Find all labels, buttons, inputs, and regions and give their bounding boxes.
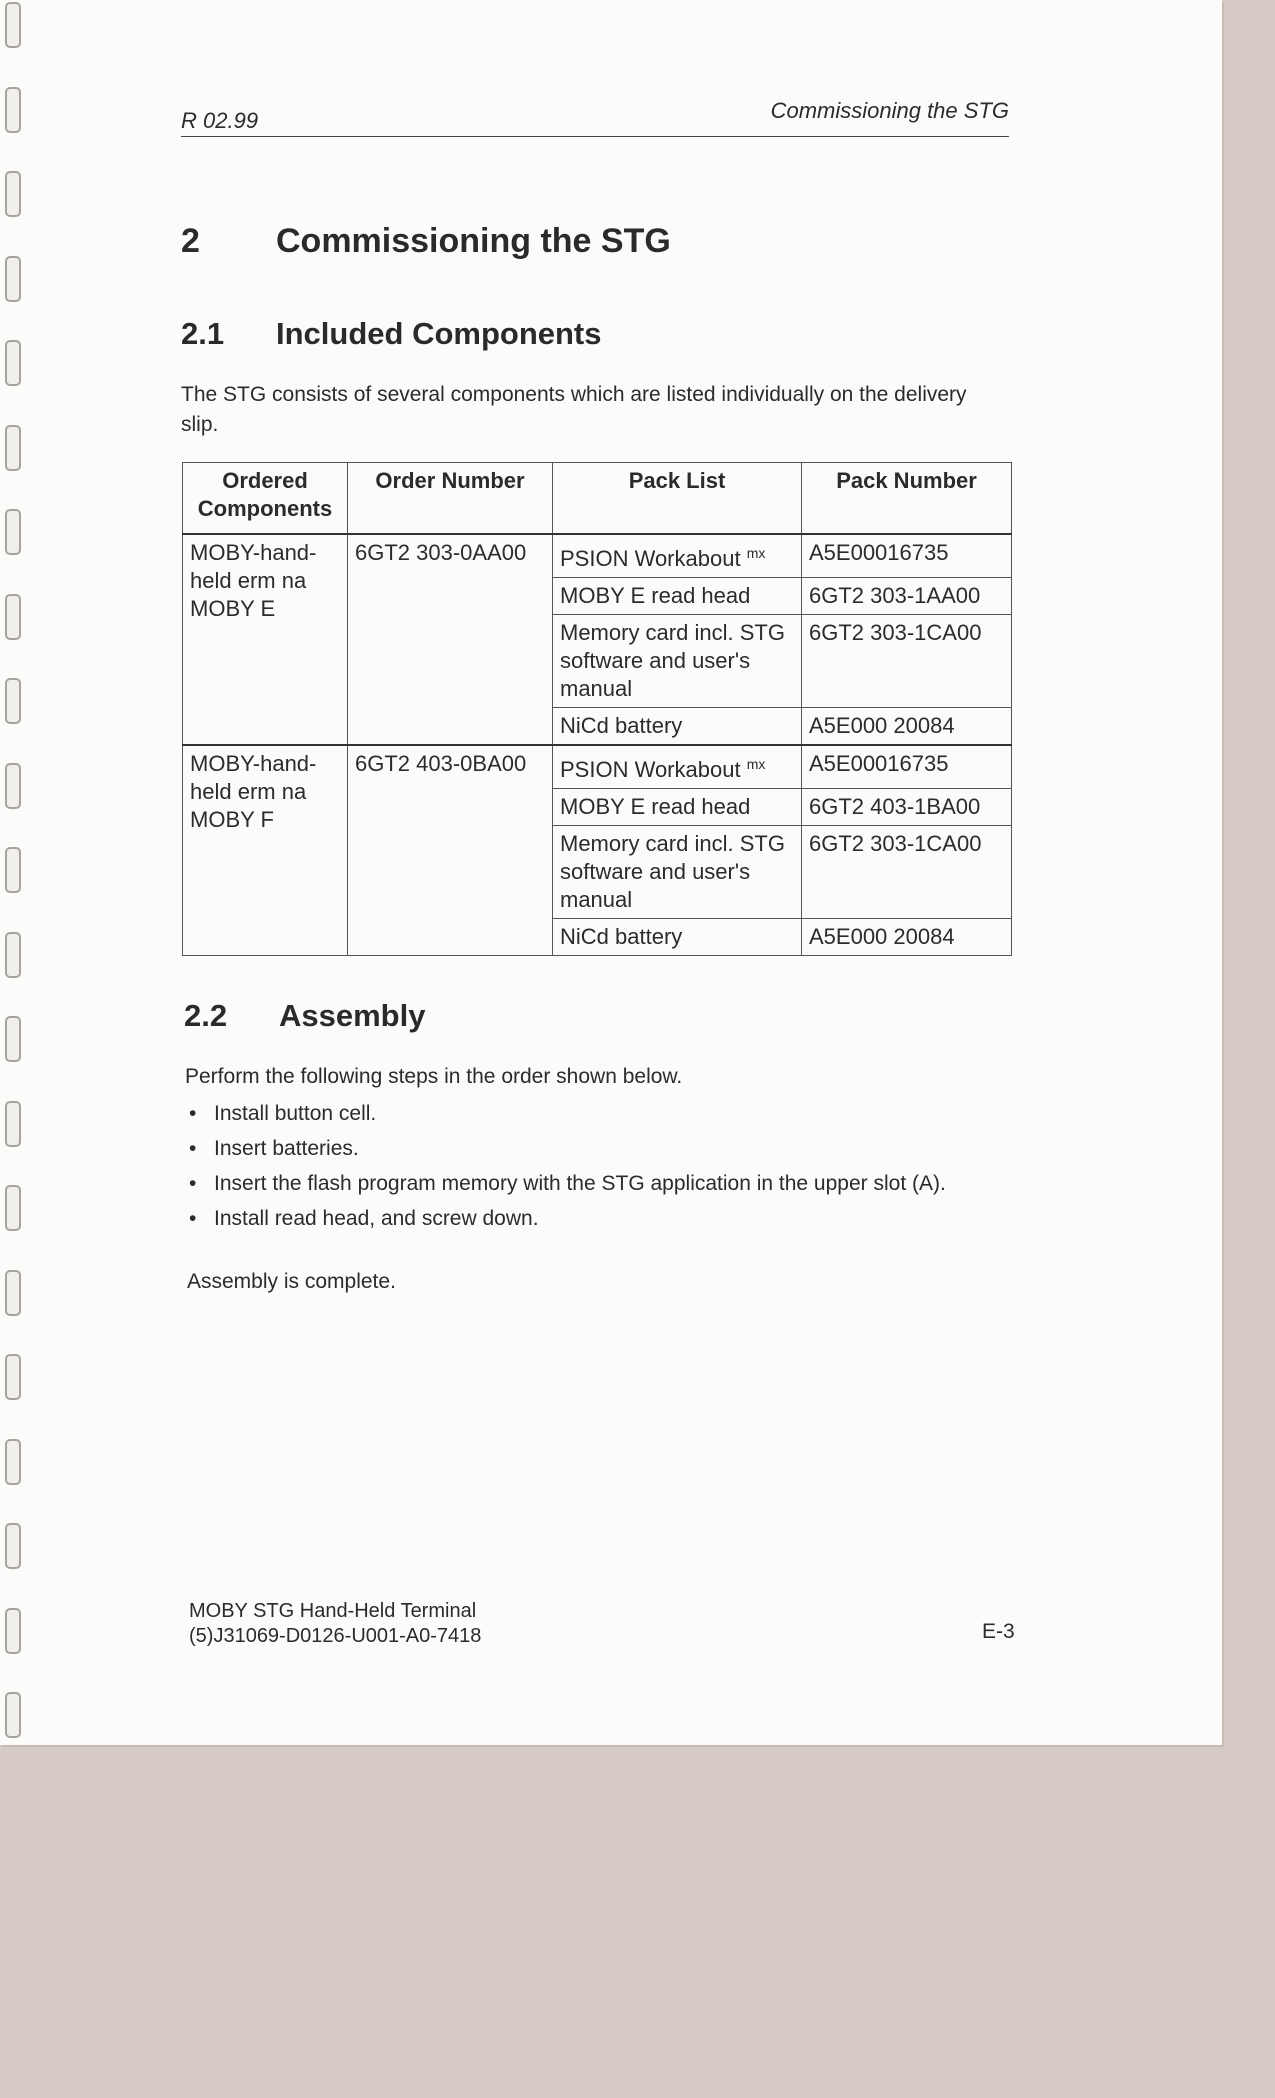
spiral-ring [5, 1354, 21, 1400]
spiral-ring [5, 1439, 21, 1485]
section-title: Assembly [279, 998, 426, 1033]
pack-item-label: PSION Workabout [560, 546, 741, 571]
section-heading-assembly [184, 998, 425, 1034]
revision-label: R 02.99 [181, 108, 259, 133]
spiral-ring [5, 932, 21, 978]
header-order-number: Order Number [348, 463, 553, 535]
pack-item-superscript: mx [746, 545, 766, 561]
cell-ordered-component: MOBY-hand-held erm na MOBY F [183, 745, 348, 956]
pack-item-label: PSION Workabout [560, 757, 741, 782]
spiral-ring [5, 2, 21, 48]
assembly-conclusion: Assembly is complete. [187, 1270, 396, 1293]
spiral-ring [5, 1185, 21, 1231]
list-item: • Insert batteries. [187, 1134, 977, 1163]
spiral-ring [5, 87, 21, 133]
spiral-ring [5, 1101, 21, 1147]
running-header [181, 88, 1009, 137]
footer-doc-id: (5)J31069-D0126-U001-A0-7418 [189, 1625, 482, 1647]
list-item: • Install button cell. [187, 1099, 977, 1128]
spiral-ring [5, 594, 21, 640]
chapter-heading [181, 222, 671, 261]
cell-pack-number: 6GT2 303-1CA00 [802, 615, 1012, 708]
spiral-binding [3, 0, 25, 1745]
cell-pack-number: A5E00016735 [802, 745, 1012, 789]
cell-pack-number: 6GT2 303-1AA00 [802, 578, 1012, 615]
spiral-ring [5, 1692, 21, 1738]
cell-pack-number: A5E000 20084 [802, 708, 1012, 746]
spiral-ring [5, 340, 21, 386]
components-table [182, 462, 1012, 956]
spiral-ring [5, 678, 21, 724]
cell-pack-list [553, 615, 802, 708]
pack-item-label: MOBY E read head [560, 583, 751, 608]
spiral-ring [5, 171, 21, 217]
cell-pack-list [553, 919, 802, 956]
pack-item-label: NiCd battery [560, 924, 683, 949]
cell-order-number: 6GT2 303-0AA00 [348, 534, 553, 745]
table-row [183, 745, 1012, 789]
chapter-title: Commissioning the STG [276, 222, 671, 260]
cell-pack-list [553, 708, 802, 746]
cell-pack-list [553, 578, 802, 615]
list-item: • Install read head, and screw down. [187, 1204, 977, 1233]
list-item: • Insert the flash program memory with the STG application in the upper slot (A). [187, 1169, 977, 1198]
spiral-ring [5, 509, 21, 555]
pack-item-label: Memory card incl. STG software and user's manual [560, 831, 785, 912]
header-pack-number: Pack Number [802, 463, 1012, 535]
cell-pack-list [553, 534, 802, 578]
assembly-steps-list [187, 1099, 977, 1239]
table-header-row [183, 463, 1012, 535]
cell-pack-number: A5E00016735 [802, 534, 1012, 578]
cell-pack-number: 6GT2 303-1CA00 [802, 826, 1012, 919]
cell-pack-number: A5E000 20084 [802, 919, 1012, 956]
spiral-ring [5, 256, 21, 302]
chapter-number: 2 [181, 222, 200, 260]
spiral-ring [5, 425, 21, 471]
spiral-ring [5, 1523, 21, 1569]
pack-item-label: Memory card incl. STG software and user's manual [560, 620, 785, 701]
section-title: Included Components [276, 316, 602, 351]
header-ordered-components: Ordered Components [183, 463, 348, 535]
spiral-ring [5, 1016, 21, 1062]
table-body [183, 534, 1012, 956]
table-row [183, 534, 1012, 578]
cell-pack-list [553, 826, 802, 919]
cell-pack-list [553, 745, 802, 789]
spiral-ring [5, 1270, 21, 1316]
section-number: 2.2 [184, 998, 228, 1033]
footer-product: MOBY STG Hand-Held Terminal [189, 1600, 477, 1622]
pack-item-label: MOBY E read head [560, 794, 751, 819]
footer-left [189, 1599, 481, 1649]
spiral-ring [5, 763, 21, 809]
assembly-intro: Perform the following steps in the order shown below. [185, 1065, 683, 1088]
included-components-intro: The STG consists of several components which are listed individually on the delivery slip. [181, 383, 967, 436]
header-pack-list: Pack List [553, 463, 802, 535]
pack-item-label: NiCd battery [560, 713, 683, 738]
cell-ordered-component: MOBY-hand-held erm na MOBY E [183, 534, 348, 745]
spiral-ring [5, 847, 21, 893]
spiral-ring [5, 1608, 21, 1654]
running-title: Commissioning the STG [770, 98, 1009, 123]
pack-item-superscript: mx [746, 756, 766, 772]
cell-pack-list [553, 789, 802, 826]
section-number: 2.1 [181, 316, 225, 351]
cell-pack-number: 6GT2 403-1BA00 [802, 789, 1012, 826]
cell-order-number: 6GT2 403-0BA00 [348, 745, 553, 956]
page-number: E-3 [982, 1620, 1015, 1643]
section-heading-included-components [181, 316, 602, 352]
